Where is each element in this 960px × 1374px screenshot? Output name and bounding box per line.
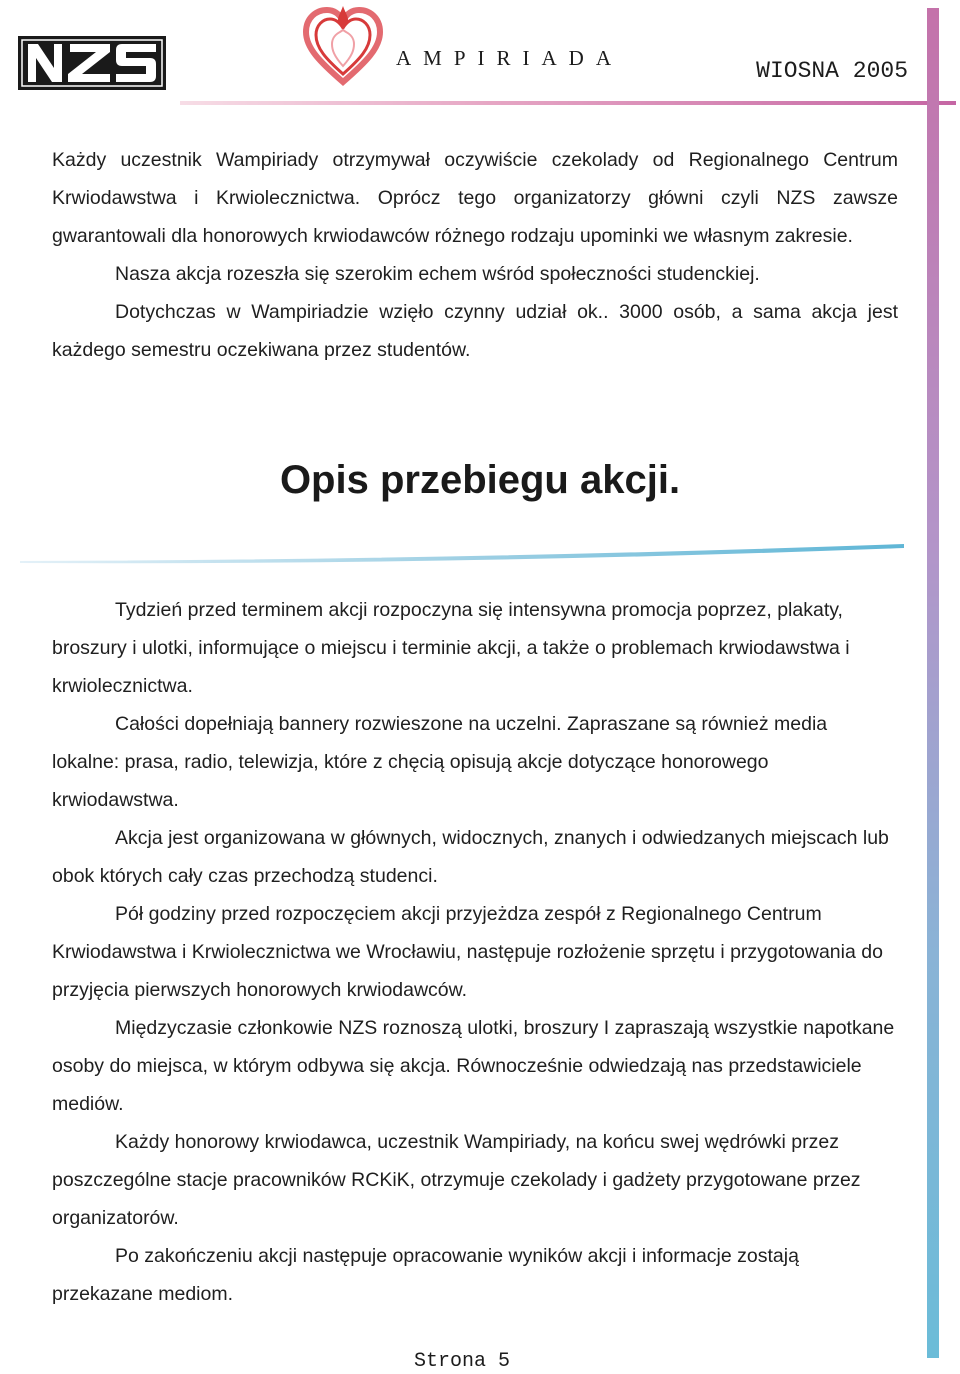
intro-paragraph: Dotychczas w Wampiriadzie wzięło czynny udział ok.. 3000 osób, a sama akcja jest każdego semestru oczekiwana przez studentów. — [52, 301, 898, 361]
section-heading: Opis przebiegu akcji. — [279, 458, 681, 502]
brand-title: AMPIRIADA — [396, 46, 624, 70]
description-paragraph: Całości dopełniają bannery rozwieszone na uczelni. Zapraszane są również media lokalne: prasa, radio, telewizja, które z chęcią opisują akcje dotyczące honorowego krwiodawstwa. — [52, 713, 828, 811]
intro-paragraph: Nasza akcja rozeszła się szerokim echem wśród społeczności studenckiej. — [115, 263, 760, 285]
intro-text — [52, 141, 898, 369]
intro-paragraph: Każdy uczestnik Wampiriady otrzymywał oczywiście czekolady od Regionalnego Centrum Krwiodawstwa i Krwiolecznictwa. Oprócz tego organizatorzy główni czyli NZS zawsze gwarantowali dla honorowych krwiodawców różnego rodzaju upominki we własnym zakresie. — [52, 149, 898, 247]
description-paragraph: Po zakończeniu akcji następuje opracowanie wyników akcji i informacje zostają przekazane mediom. — [52, 1245, 799, 1305]
description-text — [52, 591, 898, 1313]
page-side-bar — [927, 8, 939, 1358]
season-label: WIOSNA 2005 — [756, 58, 908, 84]
heart-drop-logo-icon — [300, 4, 386, 86]
description-paragraph: Każdy honorowy krwiodawca, uczestnik Wampiriady, na końcu swej wędrówki przez poszczególne stacje pracowników RCKiK, otrzymuje czekolady i gadżety przygotowane przez organizatorów. — [52, 1131, 861, 1229]
nzs-logo-icon — [18, 36, 166, 90]
header-divider — [180, 101, 956, 105]
page-number: Strona 5 — [413, 1350, 510, 1373]
description-paragraph: Akcja jest organizowana w głównych, widocznych, znanych i odwiedzanych miejscach lub obok których cały czas przechodzą studenci. — [52, 827, 889, 887]
description-paragraph: Międzyczasie członkowie NZS roznoszą ulotki, broszury I zapraszają wszystkie napotkane osoby do miejsca, w którym odbywa się akcja. Równocześnie odwiedzają nas przedstawiciele mediów. — [52, 1017, 895, 1115]
description-paragraph: Pół godziny przed rozpoczęciem akcji przyjeżdza zespół z Regionalnego Centrum Krwiodawstwa i Krwiolecznictwa we Wrocławiu, następuje rozłożenie sprzętu i przygotowania do przyjęcia pierwszych honorowych krwiodawców. — [52, 903, 883, 1001]
swoosh-divider — [20, 536, 904, 566]
description-paragraph: Tydzień przed terminem akcji rozpoczyna się intensywna promocja poprzez, plakaty, broszury i ulotki, informujące o miejscu i terminie akcji, a także o problemach krwiodawstwa i krwiolecznictwa. — [52, 599, 850, 697]
